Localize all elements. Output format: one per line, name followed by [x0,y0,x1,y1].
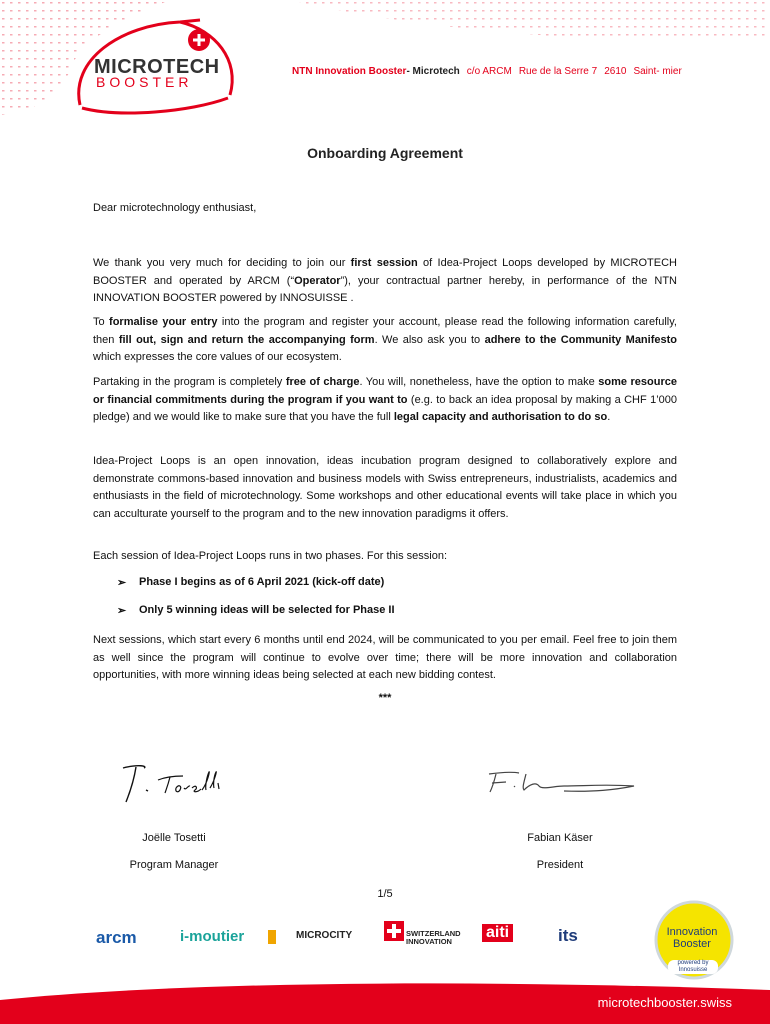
paragraph-4 [93,453,677,523]
logo-text-booster: BOOSTER [96,74,193,90]
text-run: Partaking in the program is completely [93,376,286,388]
badge-powered-by: powered by Innosuisse [668,960,718,974]
partner-logo-its: its [558,926,578,945]
text-run: Idea-Project Loops is an open innovation, ideas incubation program designed to collaboratively explore and demonstrate commons-based innovation and business models with Swiss entrepreneurs, industrialists, academics and enthusiasts in the field of microtechnology. Some workshops and other educational events will take place in which you can acculturate yourself to the program and to the new innovation paradigms it offers. [93,455,677,520]
badge-line2: Booster [673,938,711,950]
signature-kaser [484,764,644,804]
arrow-bullet-icon: ➢ [117,577,127,589]
bold-text-run: Operator [294,274,341,287]
signatory-role: President [536,859,584,871]
swiss-cross-icon [384,921,404,941]
partner-logo-imoutier: i-moutier [180,928,245,945]
text-run: . We also ask you to [374,333,485,346]
badge-line1: Innovation [666,926,718,938]
logo-text-microtech: MICROTECH [94,56,220,78]
text-run: into the program and register your account, please read the following information carefully, then [93,316,677,346]
paragraph-3 [93,374,677,427]
bold-text-run: fill out, sign and return the accompanying form [118,333,375,346]
text-run: of Idea-Project Loops developed by MICROTECH BOOSTER and operated by ARCM (“ [93,257,677,287]
microcity-mark-icon [268,930,276,944]
bold-text-run: legal capacity and authorisation to do so [393,411,608,423]
text-run: We thank you very much for deciding to join our [93,257,351,269]
text-run: which expresses the core values of our ecosystem. [93,351,342,363]
footer-url: microtechbooster.swiss [597,995,732,1010]
header-org: NTN Innovation Booster [292,66,407,77]
bold-text-run: free of charge [285,376,360,388]
paragraph-5 [93,548,677,566]
separator-stars: *** [378,692,392,704]
page-number: 1/5 [377,888,393,900]
header-co: c/o ARCM [466,66,512,77]
bold-text-run: some resource or financial commitments during the program if you want to [93,376,677,406]
header-org-sub: - Microtech [406,66,460,77]
header-street: Rue de la Serre 7 [518,66,598,77]
text-run: . You will, nonetheless, have the option to make [359,376,599,388]
partner-logo-switzerland-innovation: SWITZERLAND INNOVATION [406,929,461,946]
document-title: Onboarding Agreement [307,145,463,161]
header-zip: 2610 [604,66,627,77]
header-address [292,66,689,77]
paragraph-2 [93,314,677,367]
text-run: To [93,316,110,328]
paragraph-6 [93,632,677,685]
signatory-role: Program Manager [129,859,219,871]
text-run: (e.g. to back an idea proposal by making a CHF 1’000 pledge) and we would like to make sure that you have the full [93,393,677,423]
bold-text-run: adhere to the Community Manifesto [484,333,677,346]
partner-logo-aiti: aiti [482,924,513,942]
partner-logo-arcm: arcm [96,928,137,947]
text-run: . [607,411,611,423]
bullet-text: Phase I begins as of 6 April 2021 (kick-off date) [139,576,385,588]
bullet-text: Only 5 winning ideas will be selected for Phase II [139,604,395,616]
partner-logo-microcity: MICROCITY [296,930,353,941]
bold-text-run: first session [350,257,418,269]
bold-text-run: formalise your entry [109,316,218,328]
arrow-bullet-icon: ➢ [117,605,127,617]
text-run: ”), your contractual partner hereby, in performance of the NTN INNOVATION BOOSTER powered by INNOSUISSE . [93,274,677,304]
badge-title [646,926,738,950]
header-city: Saint- mier [633,66,682,77]
signatory-name: Joëlle Tosetti [142,832,206,844]
paragraph-1 [93,255,677,308]
salutation: Dear microtechnology enthusiast, [93,202,257,214]
text-run: Each session of Idea-Project Loops runs in two phases. For this session: [93,550,448,562]
text-run: Next sessions, which start every 6 months until end 2024, will be communicated to you per email. Feel free to join them as well since the program will continue to evolve over time; there will be more innovation and collaboration opportunities, with more winning ideas being selected at each new bidding contest. [93,634,677,681]
signatory-name: Fabian Käser [527,832,593,844]
signature-tosetti [118,758,238,808]
